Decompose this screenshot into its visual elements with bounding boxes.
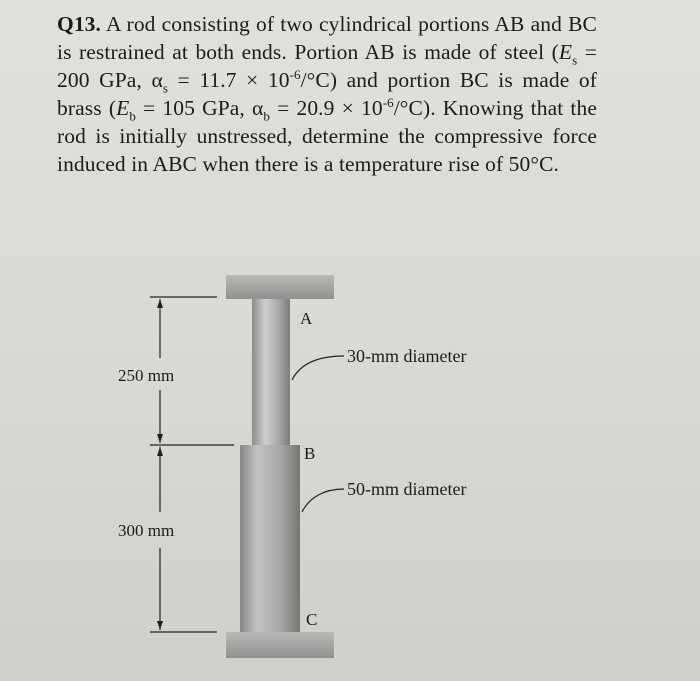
label-c: C (306, 610, 318, 629)
steel-modulus-subscript: s (572, 52, 578, 68)
label-b: B (304, 444, 316, 463)
brass-modulus-subscript: b (129, 108, 136, 124)
dimension-arrow (157, 299, 163, 308)
steel-modulus-symbol: E (558, 40, 573, 64)
diameter-label-bc: 50-mm diameter (347, 479, 467, 499)
rod-portion-ab (252, 299, 290, 445)
diameter-label-ab: 30-mm diameter (347, 346, 467, 366)
brass-alpha-subscript: b (263, 108, 270, 124)
question-text-part: /°C). Knowing that the rod is initially unstressed, determine the compressive force induced in ABC when there is a temperature rise of 50°C. (57, 96, 597, 176)
steel-alpha-symbol: α (151, 68, 163, 92)
steel-alpha-subscript: s (162, 80, 168, 96)
brass-modulus-symbol: E (116, 96, 130, 120)
question-text-part: /°C) and portion BC is made of brass ( (57, 68, 597, 120)
dimension-arrow (157, 434, 163, 443)
leader-line-bc (302, 489, 344, 512)
brass-alpha-exponent: -6 (382, 94, 394, 110)
question-text-part: = 105 GPa, (135, 96, 253, 120)
dimension-arrow (157, 621, 163, 630)
question-text-part: = 200 GPa, (57, 40, 598, 92)
dimension-arrow (157, 447, 163, 456)
dimension-label-bc: 300 mm (118, 521, 175, 540)
bottom-support (226, 632, 334, 658)
question-text-part: = 20.9 × 10 (270, 96, 383, 120)
brass-alpha-symbol: α (252, 96, 264, 120)
steel-alpha-exponent: -6 (289, 66, 301, 82)
leader-line-ab (292, 356, 344, 380)
top-support (226, 275, 334, 299)
question-text-part: = 11.7 × 10 (168, 68, 290, 92)
label-a: A (300, 309, 313, 328)
question-text-part: A rod consisting of two cylindrical portions AB and BC is restrained at both ends. Portion AB is made of steel ( (57, 12, 597, 64)
dimension-label-ab: 250 mm (118, 366, 175, 385)
question-number: Q13. (57, 12, 101, 36)
rod-portion-bc (240, 445, 300, 632)
